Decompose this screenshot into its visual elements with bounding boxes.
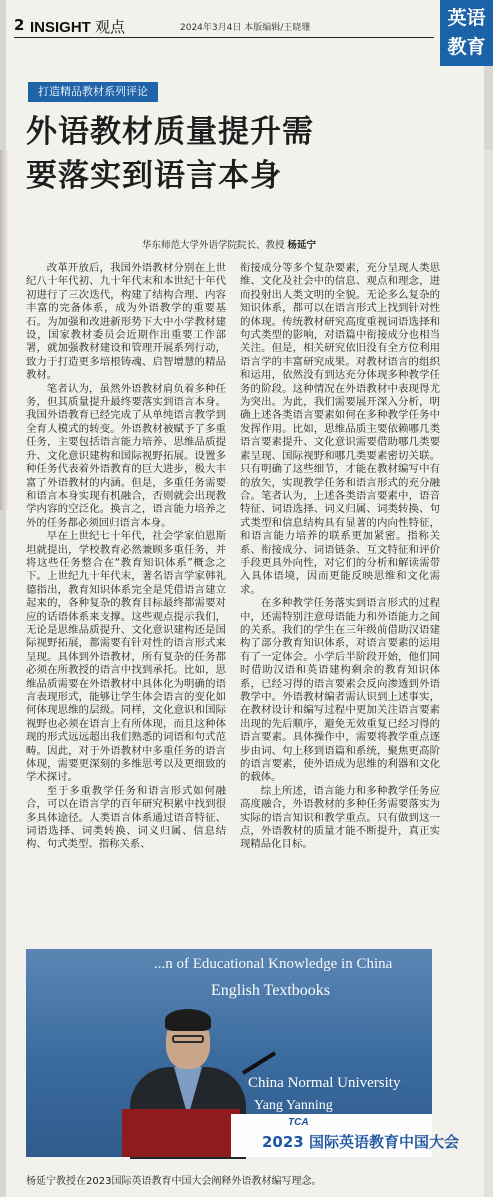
paragraph: 改革开放后，我国外语教材分别在上世纪八十年代初、九十年代末和本世纪十年代初进行了三次迭代，构建了结构合理、内容丰富的完备体系，成为外语教学的重要基石。为加强和改进新形势下大中小学教材建设，国家教材委员会近期作出重要工作部署，就加强教材建设和管理开展系列行动，致力于打造更多培根铸魂、启智增慧的精品教材。 (26, 262, 226, 382)
issue-meta: 2024年3月4日 本版编辑/王晓珊 (180, 23, 311, 33)
article-photo (26, 949, 459, 1157)
headline-line-2: 要落实到语言本身 (26, 158, 282, 194)
backdrop-text-3: China Normal University (248, 1075, 401, 1091)
backdrop-text-4: Yang Yanning (254, 1098, 333, 1113)
paragraph: 笔者认为，虽然外语教材肩负着多种任务，但其质量提升最终要落实到语言本身。我国外语教育已经完成了从单纯语言教学到全育人模式的转变。外语教材被赋予了多重任务，主要包括语言能力培养、思维品质提升、文化意识建构和国际视野拓展。设置多种任务代表着外语教育的巨大进步，极大丰富了外语教材的内涵。但是，多重任务需要和语言本身实现有机融合，否则就会出现教学内容的空泛化。换言之，语言能力培养之外的任务都必须回归语言本身。 (26, 382, 226, 529)
author-affiliation: 华东师范大学外语学院院长、教授 (142, 240, 285, 251)
logo-line-2: 教育 (447, 36, 486, 58)
podium (122, 1109, 240, 1157)
author-name: 杨延宁 (287, 240, 317, 251)
backdrop-text-1: ...n of Educational Knowledge in China (154, 956, 393, 972)
paragraph: 衔接成分等多个复杂要素，充分呈现人类思维、文化及社会中的信息、观点和理念，进而投射出人类文明的全貌。无论多么复杂的知识体系，都可以在语言形式上找到针对性的体现。传统教材研究高度重视词语选择和句式类型的影响，对语篇中衔接成分也相当关注。但是，相关研究依旧没有全方位利用语言学的丰富研究成果。对教材语言的组织和运用，依然没有到达充分体现多种教学任务的阶段。这种情况在外语教材中表现得尤为突出。为此，我们需要展开深入分析，明确上述各类语言要素如何在多种教学任务中发挥作用。比如，思维品质主要依赖哪几类语言要素提升、文化意识需要借助哪几类要素呈现、国际视野和哪几类要素密切关联。只有明确了这些细节，才能在教材编写中有的放矢，实现教学任务和语言形式的充分融合。笔者认为，上述各类语言要素中，语音特征、词语选择、词义归属、词类转换、句式类型和信息结构具有显著的内向性特征，和语言能力培养的联系更加紧密。指称关系、衔接成分、词语链条、互文特征和评价手段更具外向性，对它们的分析和解读需带入具体语境，因而更能反映思维和文化需求。 (240, 262, 440, 596)
byline (142, 237, 316, 251)
page-header (14, 14, 434, 38)
section-title (30, 16, 125, 37)
page-fold-shadow (0, 150, 8, 510)
page-number: 2 (14, 16, 25, 34)
speaker-glasses (172, 1035, 204, 1043)
paragraph: 早在上世纪七十年代，社会学家伯恩斯坦就提出，学校教育必然兼顾多重任务，并将这些任务整合在“教育知识体系”概念之下。上世纪九十年代末，著名语言学家韩礼德指出，教育知识体系完全是凭借语言建立起来的，各种复杂的教育目标最终都需要对应的话语体系来支撑。这些观点提示我们，无论是思维品质提升、文化意识建构还是国际视野拓展，都需要有针对性的语言形式来呈现。具体到外语教材，所有复杂的任务都必须在所教授的语言中找到承托。比如，思维品质需要在外语教材中具体化为明确的语言表现形式，能够让学生体会语言的变化如何体现思维的层级。同样，文化意识和国际视野也必须在语言上有所体现，而且这种体现的形式远远超出我们熟悉的词语和句式范畴。因此，对于外语教材中多重任务的语言体现，需要更深刻的多维思考以及更细致的学术探讨。 (26, 530, 226, 784)
paragraph: 在多种教学任务落实到语言形式的过程中，还需特别注意母语能力和外语能力之间的关系。我们的学生在三年级前借助汉语建构了部分教育知识体系，对语言要素的运用有了一定体会。小学后半阶段开始，他们同时借助汉语和英语建构剩余的教育知识体系，已经习得的语言要素会反向渗透到外语教学中。外语教材编者需认识到上述事实，在教材设计和编写过程中更加关注语言要素出现的先后顺序，避免无效重复已经习得的语言要素。具体操作中，需要将教学重点逐步由词、句上移到语篇和系统，聚焦更高阶的语言要素，使外语成为思维的利器和文化的载体。 (240, 597, 440, 784)
series-label: 打造精品教材系列评论 (28, 82, 158, 102)
masthead-logo (440, 0, 493, 66)
article-column-1 (26, 262, 226, 964)
headline (26, 110, 476, 198)
logo-line-1: 英语 (447, 7, 486, 29)
paragraph: 综上所述，语言能力和多种教学任务应高度融合，外语教材的多种任务需要落实为实际的语言知识和教学重点。只有做到这一点，外语教材的质量才能不断提升，真正实现精品化目标。 (240, 784, 440, 851)
adjacent-page-edge (484, 150, 493, 1197)
banner-brand: TCA (288, 1117, 309, 1128)
headline-line-1: 外语教材质量提升需 (26, 114, 314, 150)
section-title-en: INSIGHT (30, 19, 91, 36)
banner-title: 2023 国际英语教育中国大会 (262, 1133, 459, 1151)
section-title-cn: 观点 (95, 19, 126, 36)
article-column-2 (240, 262, 440, 938)
speaker-hair (165, 1009, 211, 1031)
photo-caption: 杨延宁教授在2023国际英语教育中国大会阐释外语教材编写理念。 (26, 1176, 322, 1187)
paragraph: 至于多重教学任务和语言形式如何融合，可以在语言学的百年研究积累中找到很多具体途径。人类语言体系通过语音特征、词语选择、词类转换、词义归属、信息结构、句式类型、指称关系、 (26, 784, 226, 851)
backdrop-text-2: English Textbooks (211, 982, 331, 999)
